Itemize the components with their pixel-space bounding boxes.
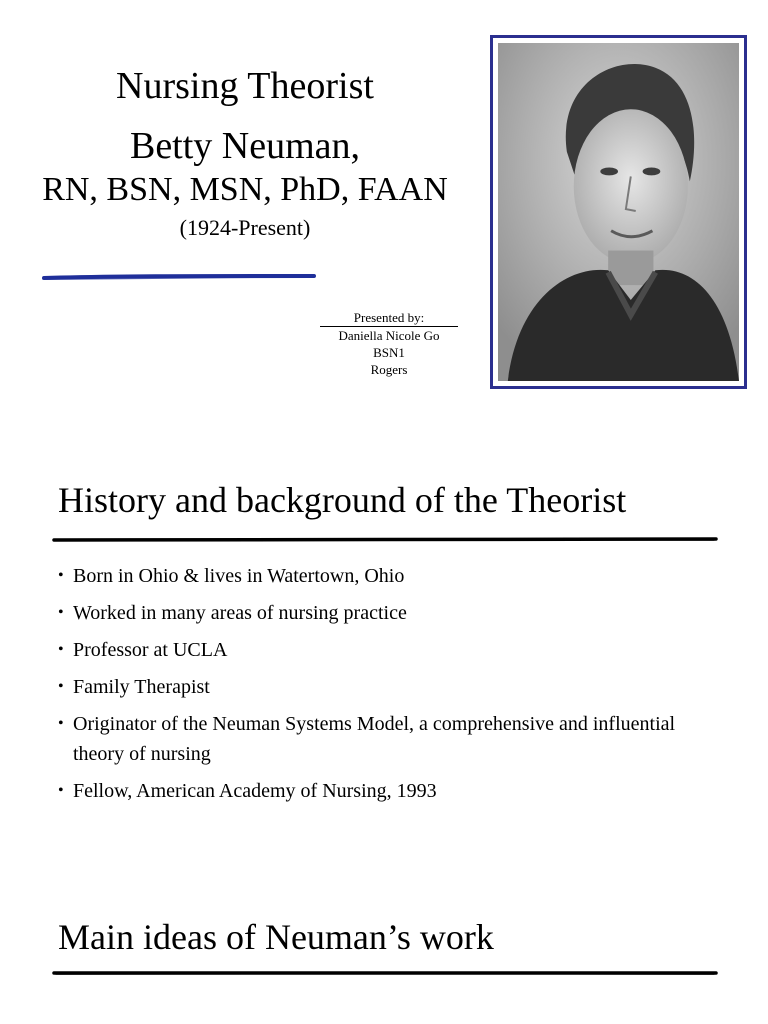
history-bullet-list [58, 561, 698, 813]
list-item: • Originator of the Neuman Systems Model, a comprehensive and influential theory of nursing [58, 713, 676, 765]
presenter-section: BSN1 [373, 345, 405, 360]
portrait-image [498, 43, 739, 381]
list-item: • Fellow, American Academy of Nursing, 1993 [58, 780, 437, 802]
theorist-years: (1924-Present) [179, 215, 311, 240]
theorist-credentials: RN, BSN, MSN, PhD, FAAN [42, 171, 448, 208]
list-item: • Family Therapist [58, 676, 210, 698]
theorist-portrait [490, 35, 747, 389]
presenter-info [320, 309, 458, 378]
history-slide [0, 455, 768, 875]
decorative-blue-stroke [42, 272, 316, 282]
slide-title: Nursing Theorist [116, 65, 374, 107]
heading-rule [52, 535, 718, 543]
list-item: • Born in Ohio & lives in Watertown, Ohio [58, 565, 405, 587]
theorist-name: Betty Neuman, [129, 125, 361, 167]
heading-rule [52, 969, 718, 977]
history-heading: History and background of the Theorist [58, 480, 627, 520]
presenter-name: Daniella Nicole Go [338, 328, 440, 343]
title-slide [0, 0, 768, 420]
main-ideas-slide [0, 892, 768, 1024]
list-item: • Worked in many areas of nursing practice [58, 602, 407, 624]
main-ideas-heading: Main ideas of Neuman’s work [58, 917, 494, 957]
presenter-label: Presented by: [320, 309, 458, 327]
list-item: • Professor at UCLA [58, 639, 228, 661]
presenter-group: Rogers [370, 362, 408, 377]
